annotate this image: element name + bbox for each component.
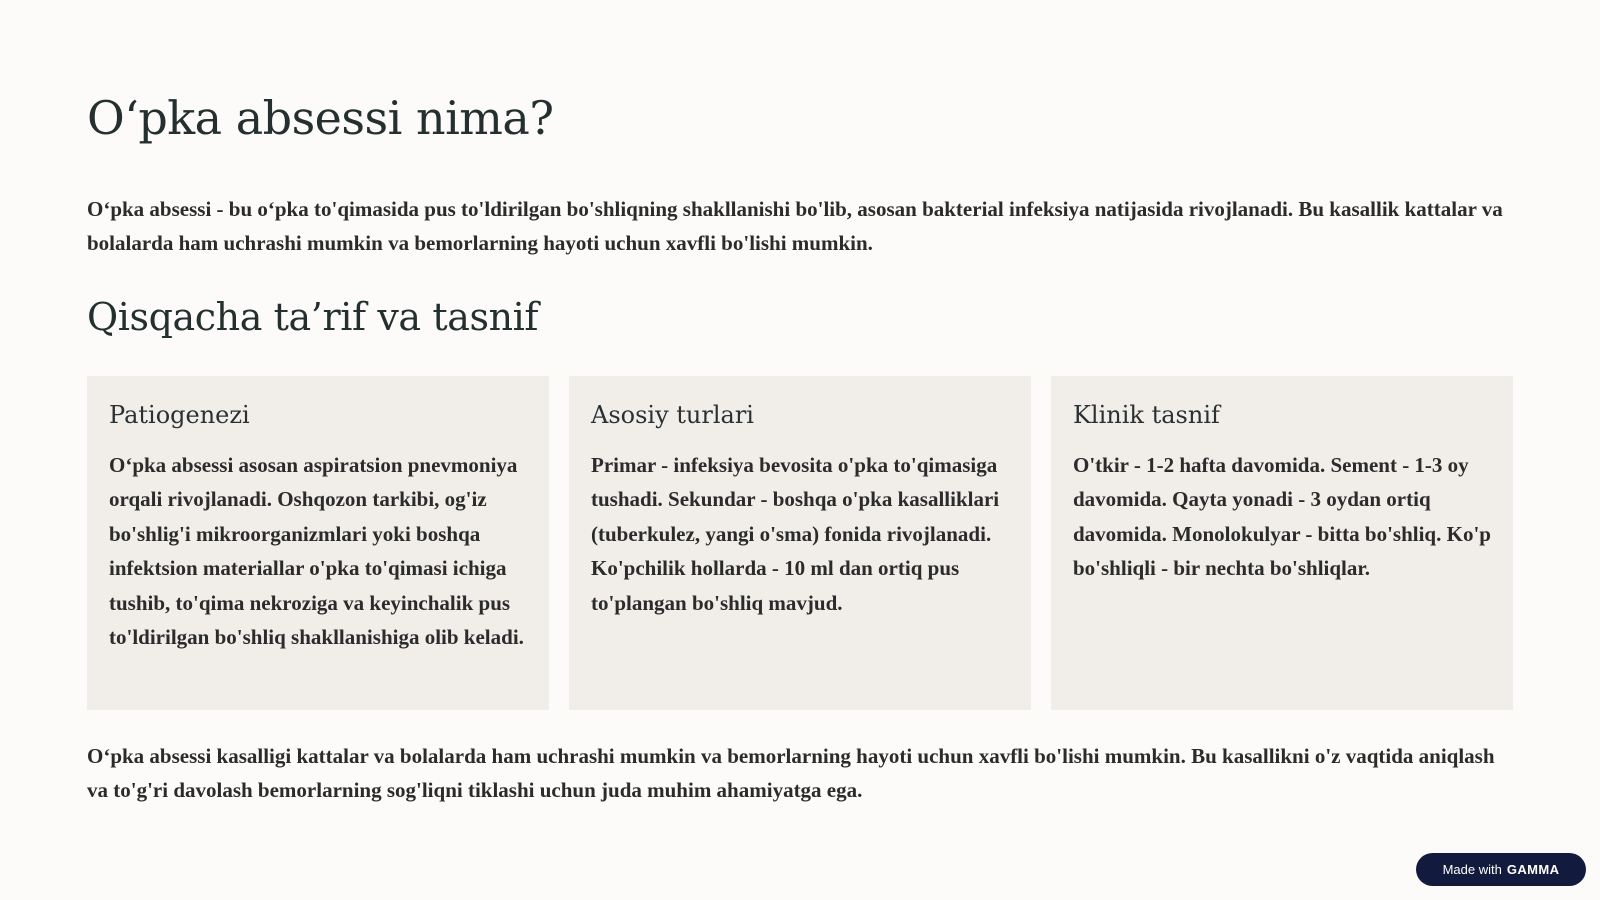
card-row [87, 376, 1513, 710]
card-title: Patiogenezi [109, 400, 250, 429]
made-with-gamma-badge[interactable] [1416, 853, 1586, 886]
card-clinical-classification [1051, 376, 1513, 710]
badge-prefix: Made with [1442, 862, 1502, 877]
card-text: O‘pka absessi asosan aspiratsion pnevmoniya orqali rivojlanadi. Oshqozon tarkibi, og'iz bo'shlig'i mikroorganizmlari yoki boshqa infektsion materiallar o'pka to'qimasi ichiga tushib, to'qima nekroziga va keyinchalik pus to'ldirilgan bo'shliq shakllanishiga olib keladi. [109, 452, 524, 650]
card-title: Klinik tasnif [1073, 400, 1220, 429]
section-heading: Qisqacha ta’rif va tasnif [87, 294, 539, 339]
card-pathogenesis [87, 376, 549, 710]
page-title: O‘pka absessi nima? [87, 91, 554, 145]
card-main-types [569, 376, 1031, 710]
card-text: O'tkir - 1-2 hafta davomida. Sement - 1-3 oy davomida. Qayta yonadi - 3 oydan ortiq davomida. Monolokulyar - bitta bo'shliq. Ko'p bo'shliqli - bir nechta bo'shliqlar. [1073, 452, 1491, 581]
gamma-logo: GAMMA [1506, 862, 1560, 877]
card-text: Primar - infeksiya bevosita o'pka to'qimasiga tushadi. Sekundar - boshqa o'pka kasalliklari (tuberkulez, yangi o'sma) fonida rivojlanadi. Ko'pchilik hollarda - 10 ml dan ortiq pus to'plangan bo'shliq mavjud. [591, 452, 1000, 615]
outro-paragraph: O‘pka absessi kasalligi kattalar va bolalarda ham uchrashi mumkin va bemorlarning hayoti uchun xavfli bo'lishi mumkin. Bu kasallikni o'z vaqtida aniqlash va to'g'ri davolash bemorlarning sog'liqni tiklashi uchun juda muhim ahamiyatga ega. [87, 743, 1495, 802]
card-title: Asosiy turlari [591, 400, 754, 429]
intro-paragraph: O‘pka absessi - bu o‘pka to'qimasida pus to'ldirilgan bo'shliqning shakllanishi bo'lib, asosan bakterial infeksiya natijasida rivojlanadi. Bu kasallik kattalar va bolalarda ham uchrashi mumkin va bemorlarning hayoti uchun xavfli bo'lishi mumkin. [87, 196, 1503, 255]
